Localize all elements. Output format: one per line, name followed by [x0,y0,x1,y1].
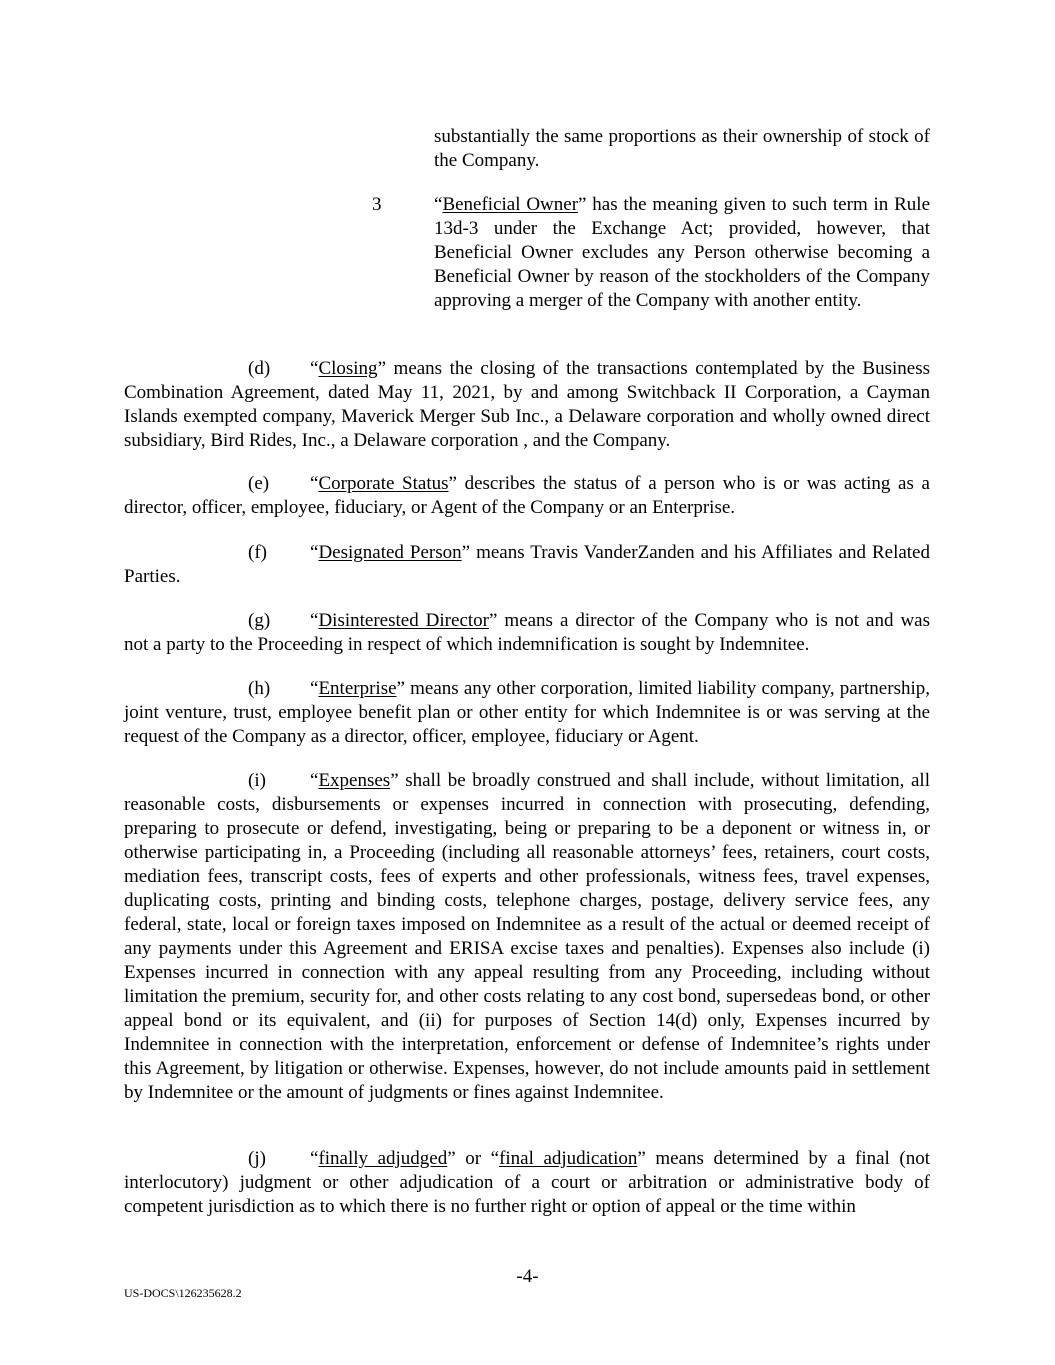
beneficial-owner-definition: “Beneficial Owner” has the meaning given to such term in Rule 13d-3 under the Exchange Act; provided, however, that Beneficial Owner excludes any Person otherwise becoming a Beneficial Owner by reason of the stockholders of the Company approving a merger of the Company with another entity. [434,194,930,311]
page-number: -4- [516,1266,539,1287]
defined-term: Disinterested Director [318,610,489,631]
defined-term: final adjudication [499,1148,638,1169]
defined-term: Enterprise [318,678,397,699]
defined-term: Expenses [318,770,391,791]
defined-term: Corporate Status [318,473,449,494]
definition-h: (h) “Enterprise” means any other corporation, limited liability company, partnership, joint venture, trust, employee benefit plan or other entity for which Indemnitee is or was serving at the request of the Company as a director, officer, employee, fiduciary or Agent. [124,678,930,747]
defined-term: finally adjudged [318,1148,448,1169]
definition-g: (g) “Disinterested Director” means a director of the Company who is not and was not a party to the Proceeding in respect of which indemnification is sought by Indemnitee. [124,610,930,655]
definition-f: (f) “Designated Person” means Travis VanderZanden and his Affiliates and Related Parties. [124,542,930,587]
definition-d: (d) “Closing” means the closing of the transactions contemplated by the Business Combination Agreement, dated May 11, 2021, by and among Switchback II Corporation, a Cayman Islands exempted company, Maverick Merger Sub Inc., a Delaware corporation and wholly owned direct subsidiary, Bird Rides, Inc., a Delaware corporation , and the Company. [124,358,930,451]
definition-i: (i) “Expenses” shall be broadly construed and shall include, without limitation, all reasonable costs, disbursements or expenses incurred in connection with prosecuting, defending, preparing to prosecute or defend, investigating, being or preparing to be a deponent or witness in, or otherwise participating in, a Proceeding (including all reasonable attorneys’ fees, retainers, court costs, mediation fees, transcript costs, fees of experts and other professionals, witness fees, travel expenses, duplicating costs, printing and binding costs, telephone charges, postage, delivery service fees, any federal, state, local or foreign taxes imposed on Indemnitee as a result of the actual or deemed receipt of any payments under this Agreement and ERISA excise taxes and penalties). Expenses also include (i) Expenses incurred in connection with any appeal resulting from any Proceeding, including without limitation the premium, security for, and other costs relating to any cost bond, supersedeas bond, or other appeal bond or its equivalent, and (ii) for purposes of Section 14(d) only, Expenses incurred by Indemnitee in connection with the interpretation, enforcement or defense of Indemnitee’s rights under this Agreement, by litigation or otherwise. Expenses, however, do not include amounts paid in settlement by Indemnitee or the amount of judgments or fines against Indemnitee. [124,770,930,1103]
item-number: 3 [372,194,382,215]
continuation-text: substantially the same proportions as their ownership of stock of the Company. [434,126,930,171]
defined-term: Beneficial Owner [442,194,579,215]
document-id: US-DOCS\126235628.2 [124,1286,242,1300]
definition-j: (j) “finally adjudged” or “final adjudication” means determined by a final (not interlocutory) judgment or other adjudication of a court or arbitration or administrative body of competent jurisdiction as to which there is no further right or option of appeal or the time within [124,1148,930,1217]
definition-e: (e) “Corporate Status” describes the status of a person who is or was acting as a director, officer, employee, fiduciary, or Agent of the Company or an Enterprise. [124,473,930,518]
defined-term: Designated Person [318,542,462,563]
defined-term: Closing [318,358,378,379]
